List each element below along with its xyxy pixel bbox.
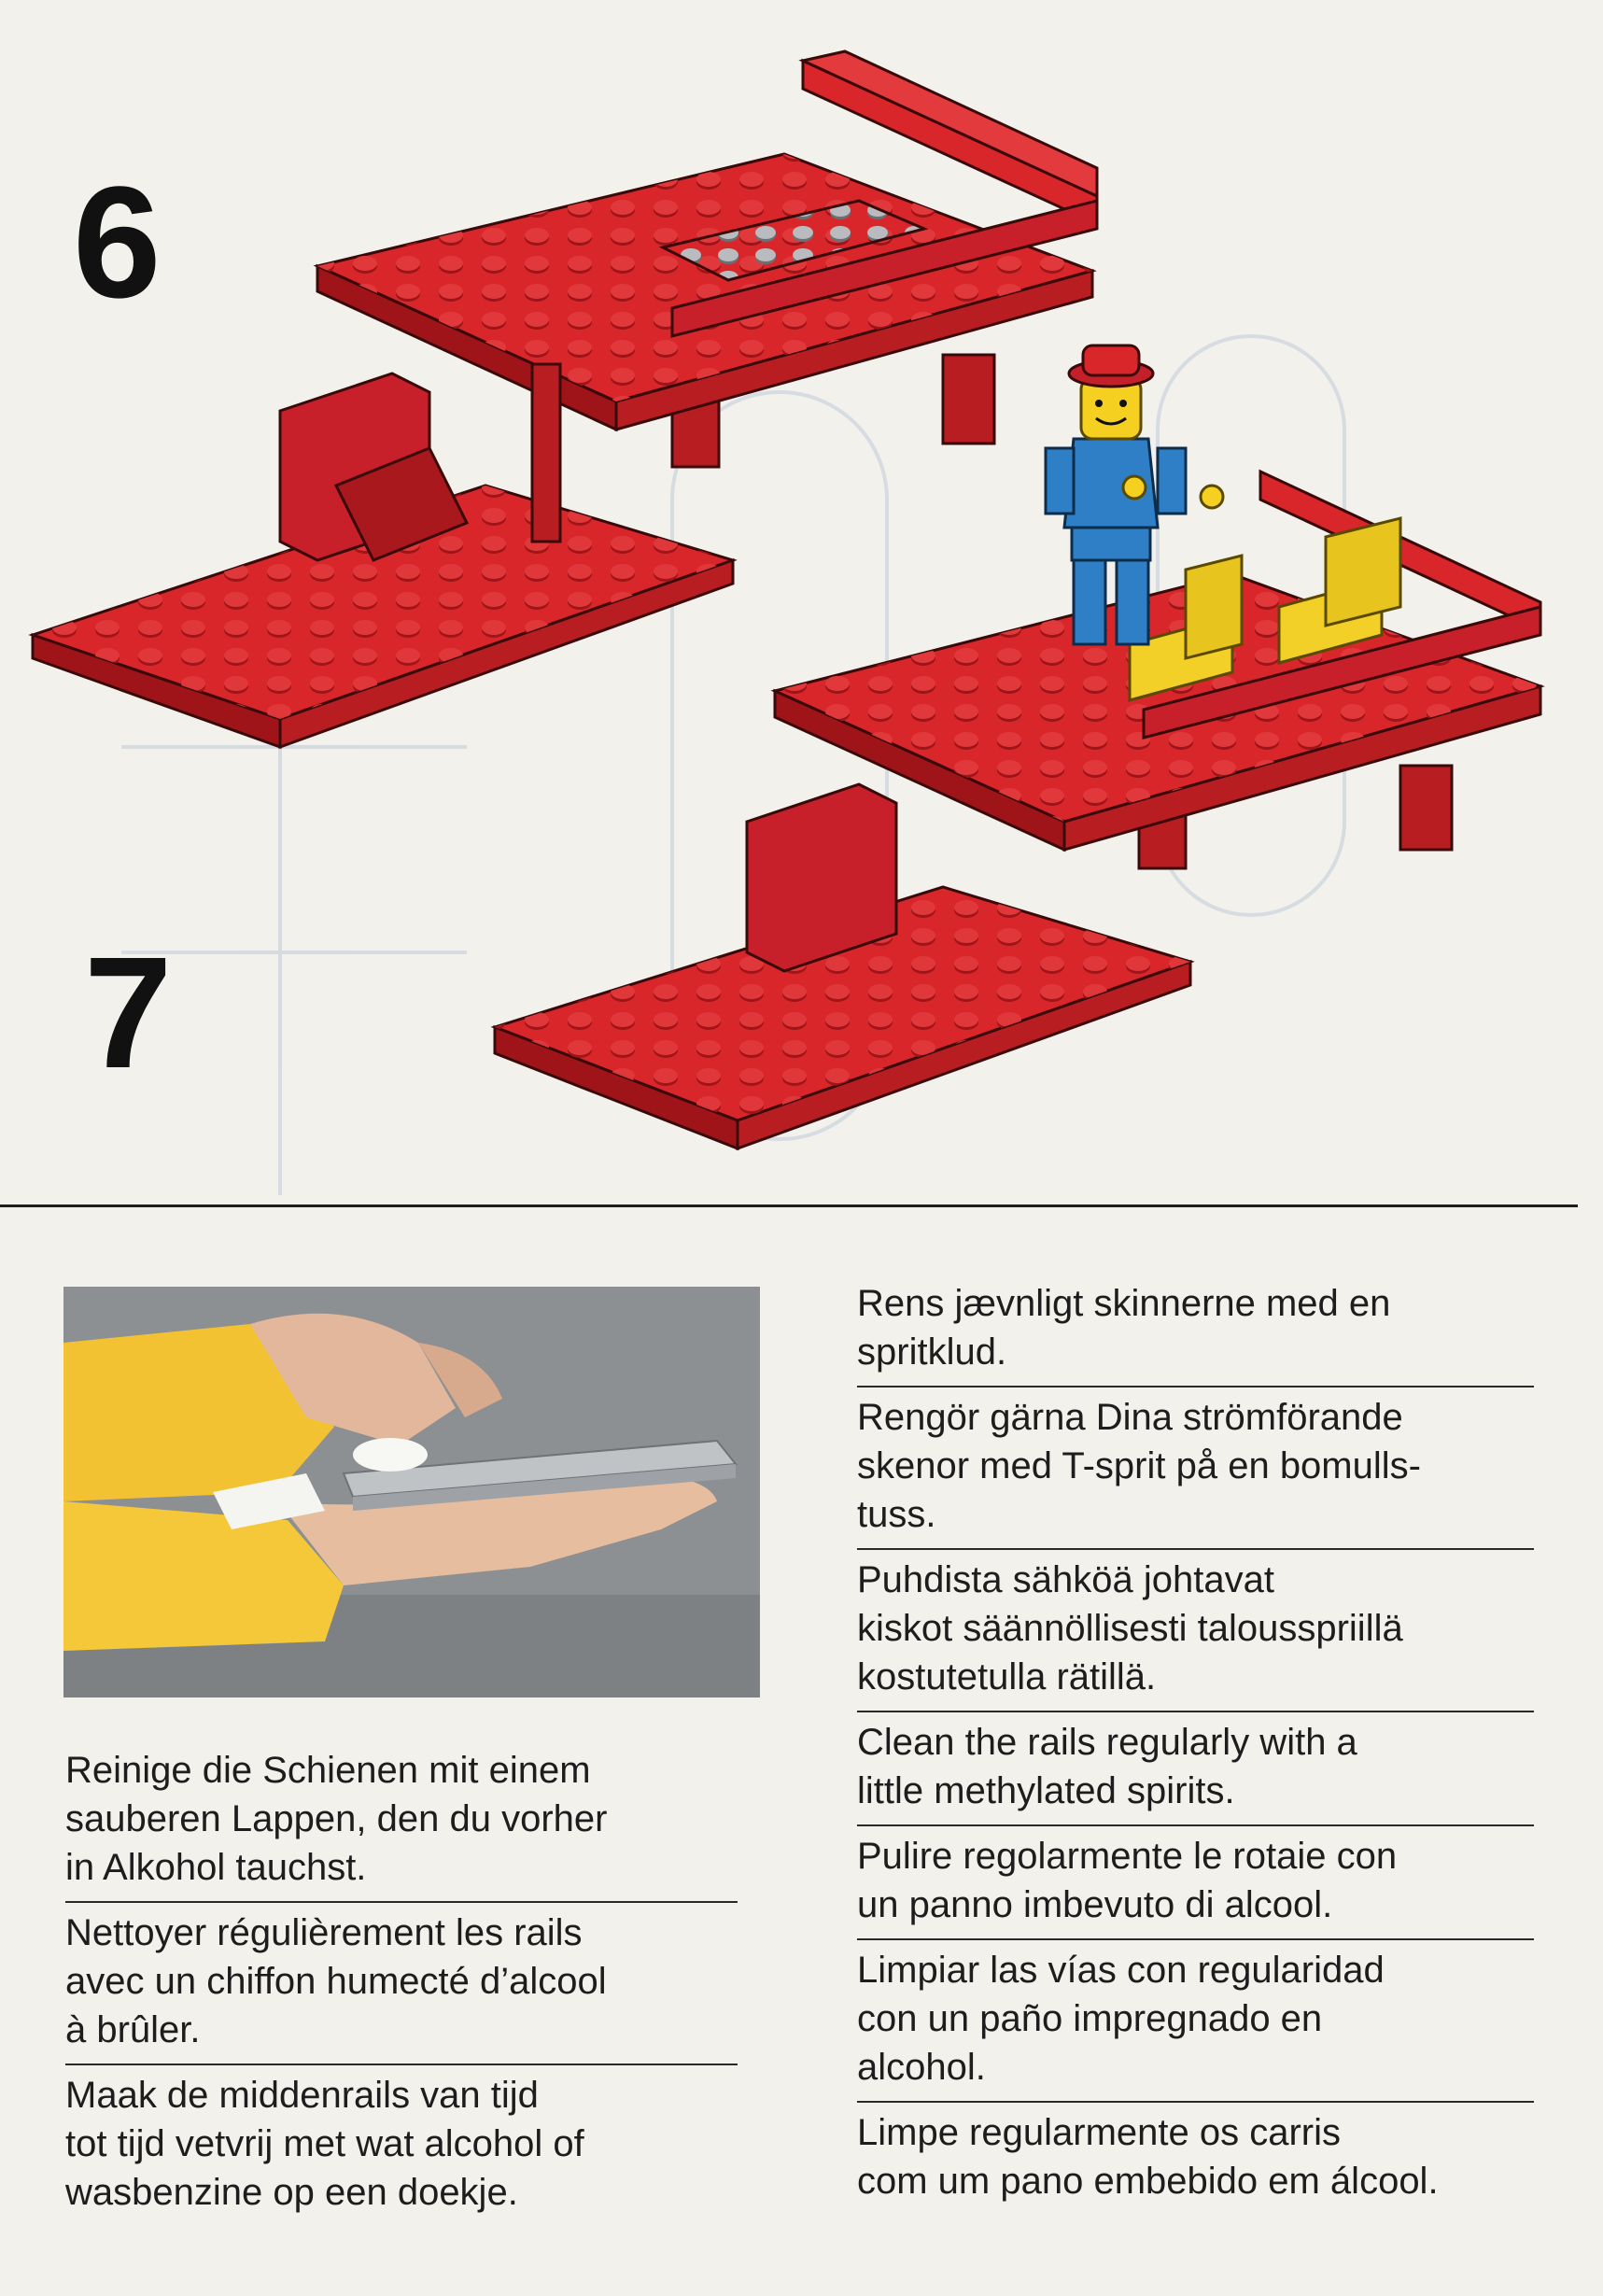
text-line: spritklud.: [857, 1331, 1007, 1373]
step-number-7: 7: [84, 924, 173, 1102]
text-line: tuss.: [857, 1494, 936, 1535]
text-line: Limpe regularmente os carris: [857, 2112, 1341, 2153]
paragraph-german: [65, 1740, 738, 1903]
text-line: Puhdista sähköä johtavat: [857, 1559, 1274, 1600]
text-line: un panno imbevuto di alcool.: [857, 1884, 1333, 1925]
text-line: Limpiar las vías con regularidad: [857, 1950, 1385, 1991]
text-line: Maak de middenrails van tijd: [65, 2075, 539, 2116]
text-line: Pulire regolarmente le rotaie con: [857, 1836, 1398, 1877]
platform-model-step-6: [33, 51, 1097, 747]
paragraph-italian: [857, 1826, 1534, 1940]
text-line: tot tijd vetvrij met wat alcohol of: [65, 2123, 584, 2164]
hands-cleaning-rail-photo: [63, 1287, 760, 1697]
text-line: little methylated spirits.: [857, 1770, 1235, 1811]
platform-model-step-7: [495, 345, 1540, 1148]
left-text-column: [65, 1740, 738, 2226]
text-line: kiskot säännöllisesti talousspriillä: [857, 1608, 1403, 1649]
text-line: wasbenzine op een doekje.: [65, 2172, 518, 2213]
paragraph-danish: [857, 1274, 1534, 1387]
text-line: Rengör gärna Dina strömförande: [857, 1397, 1403, 1438]
text-line: kostutetulla rätillä.: [857, 1656, 1157, 1697]
text-line: skenor med T-sprit på en bomulls-: [857, 1445, 1421, 1486]
text-line: alcohol.: [857, 2047, 986, 2088]
text-line: avec un chiffon humecté d’alcool: [65, 1961, 607, 2002]
step-number-6: 6: [73, 154, 162, 331]
text-line: in Alkohol tauchst.: [65, 1847, 367, 1888]
text-line: con un paño impregnado en: [857, 1998, 1323, 2039]
paragraph-english: [857, 1712, 1534, 1826]
text-line: Rens jævnligt skinnerne med en: [857, 1283, 1391, 1324]
paragraph-french: [65, 1903, 738, 2065]
text-line: à brûler.: [65, 2009, 201, 2050]
text-line: sauberen Lappen, den du vorher: [65, 1798, 608, 1839]
text-line: com um pano embebido em álcool.: [857, 2161, 1439, 2202]
section-divider: [0, 1204, 1578, 1207]
paragraph-dutch: [65, 2065, 738, 2226]
paragraph-portuguese: [857, 2103, 1534, 2215]
paragraph-finnish: [857, 1550, 1534, 1712]
text-line: Reinige die Schienen mit einem: [65, 1750, 591, 1791]
paragraph-spanish: [857, 1940, 1534, 2103]
right-text-column: [857, 1274, 1534, 2215]
text-line: Clean the rails regularly with a: [857, 1722, 1357, 1763]
paragraph-swedish: [857, 1387, 1534, 1550]
text-line: Nettoyer régulièrement les rails: [65, 1912, 583, 1953]
